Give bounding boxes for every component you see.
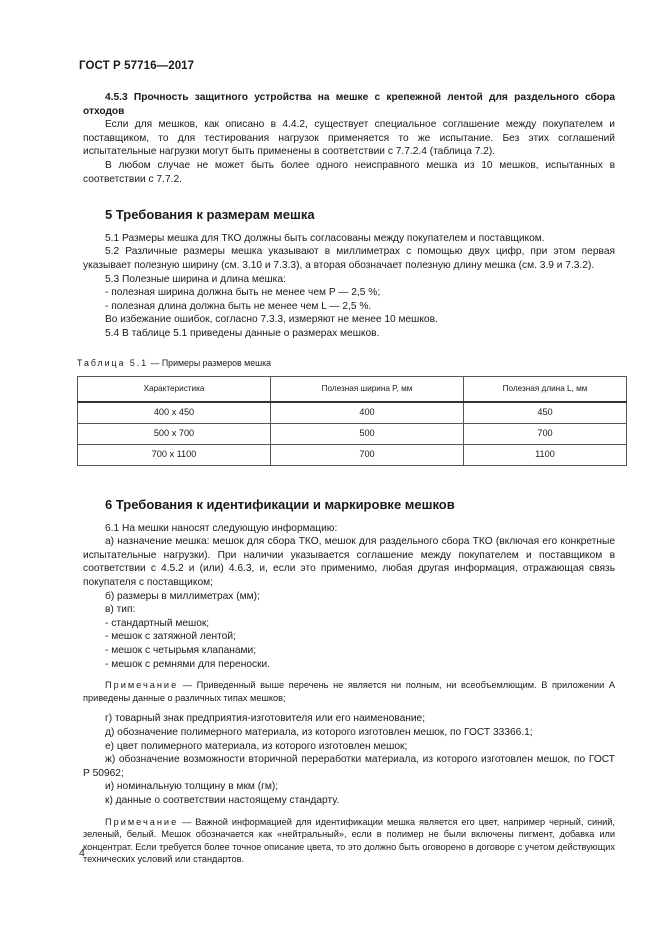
table-header-row	[78, 377, 627, 403]
table-cell: 500	[271, 424, 464, 445]
list-item: - полезная ширина должна быть не менее чем P — 2,5 %;	[105, 287, 381, 299]
list-item: г) товарный знак предприятия-изготовителя или его наименование;	[105, 713, 426, 725]
section-4-5-3-heading: 4.5.3 Прочность защитного устройства на мешке с крепежной лентой для раздельного сбора отходов	[83, 92, 615, 117]
bag-sizes-table	[77, 376, 627, 466]
note-text: — Важной информацией для идентификации мешка является его цвет, например черный, синий, зеленый, белый. Мешок обозначается как «нейтральный», если в полимер не были включены пигмент, добавка или концентрат. Если требуется более точное описание цвета, то это должно быть оговорено в договоре с учетом действующих технических условий или стандартов.	[83, 816, 615, 865]
document-id-header: ГОСТ Р 57716—2017	[79, 60, 195, 72]
table-cell: 700	[271, 445, 464, 466]
table-cell: 500 х 700	[78, 424, 271, 445]
paragraph: 5.2 Различные размеры мешка указывают в миллиметрах с помощью двух цифр, при этом первая указывает полезную ширину (см. 3.10 и 7.3.3), а вторая обозначает полезную длину мешка (см. 3.9 и 7.3.2).	[83, 246, 615, 271]
note-text: — Приведенный выше перечень не является ни полным, ни всеобъемлющим. В приложении А приведены данные о различных типах мешков;	[83, 680, 615, 703]
list-item: - стандартный мешок;	[105, 617, 210, 629]
table-cell: 450	[464, 402, 627, 424]
table-header-cell: Полезная длина L, мм	[464, 377, 627, 403]
note	[83, 816, 615, 866]
table-header-cell: Полезная ширина P, мм	[271, 377, 464, 403]
table-cell: 700 х 1100	[78, 445, 271, 466]
list-item: ж) обозначение возможности вторичной переработки материала, из которого изготовлен мешок, по ГОСТ Р 50962;	[83, 754, 615, 779]
page-content	[77, 91, 615, 874]
note-label: Примечание	[105, 680, 179, 691]
list-item: - полезная длина должна быть не менее чем L — 2,5 %.	[105, 300, 372, 312]
list-item: - мешок с затяжной лентой;	[105, 631, 236, 643]
paragraph: Если для мешков, как описано в 4.4.2, существует специальное соглашение между покупателем и поставщиком, то для тестирования нагрузок применяется то же испытание. Без этих соглашений испытательные нагрузки могут быть применены в соответствии с 7.7.2.4 (таблица 7.2).	[83, 119, 615, 158]
list-item: к) данные о соответствии настоящему стандарту.	[105, 794, 340, 806]
table-cell: 700	[464, 424, 627, 445]
list-item: б) размеры в миллиметрах (мм);	[105, 590, 260, 602]
list-item: д) обозначение полимерного материала, из которого изготовлен мешок, по ГОСТ 33366.1;	[105, 727, 533, 738]
table-row	[78, 402, 627, 424]
paragraph: 5.4 В таблице 5.1 приведены данные о размерах мешков.	[105, 327, 380, 339]
paragraph: Во избежание ошибок, согласно 7.3.3, измеряют не менее 10 мешков.	[105, 314, 438, 326]
paragraph: В любом случае не может быть более одного неисправного мешка из 10 мешков, испытанных в соответствии с 7.7.2.	[83, 159, 615, 185]
section-6-heading: 6 Требования к идентификации и маркировке мешков	[105, 497, 455, 513]
list-item: - мешок с четырьмя клапанами;	[105, 645, 257, 657]
table-caption-label: Таблица 5.1	[77, 357, 149, 368]
table-cell: 1100	[464, 445, 627, 466]
note-label: Примечание	[105, 816, 179, 827]
table-cell: 400	[271, 402, 464, 424]
paragraph: 6.1 На мешки наносят следующую информацию:	[105, 522, 338, 534]
section-5-heading: 5 Требования к размерам мешка	[105, 207, 315, 223]
paragraph: 5.1 Размеры мешка для ТКО должны быть согласованы между покупателем и поставщиком.	[105, 232, 545, 244]
list-item: - мешок с ремнями для переноски.	[105, 658, 271, 670]
table-header-cell: Характеристика	[78, 377, 271, 403]
table-caption-text: — Примеры размеров мешка	[148, 357, 272, 368]
table-caption	[77, 357, 615, 371]
list-item: в) тип:	[105, 604, 136, 616]
table-row	[78, 445, 627, 466]
list-item: е) цвет полимерного материала, из которого изготовлен мешок;	[105, 740, 408, 752]
list-item: а) назначение мешка: мешок для сбора ТКО, мешок для раздельного сбора ТКО (включая его конкретные испытательные нагрузки). При наличии указывается соглашение между покупателем и поставщиком в соответствии с 4.5.2 и (или) 4.6.3, и, если это применимо, любая другая информация, отражающая связь покупателя с поставщиком;	[83, 536, 615, 589]
page-number: 4	[79, 847, 85, 859]
note	[83, 679, 615, 704]
table-cell: 400 х 450	[78, 402, 271, 424]
table-row	[78, 424, 627, 445]
list-item: и) номинальную толщину в мкм (гм);	[105, 781, 279, 793]
paragraph: 5.3 Полезные ширина и длина мешка:	[105, 273, 286, 285]
